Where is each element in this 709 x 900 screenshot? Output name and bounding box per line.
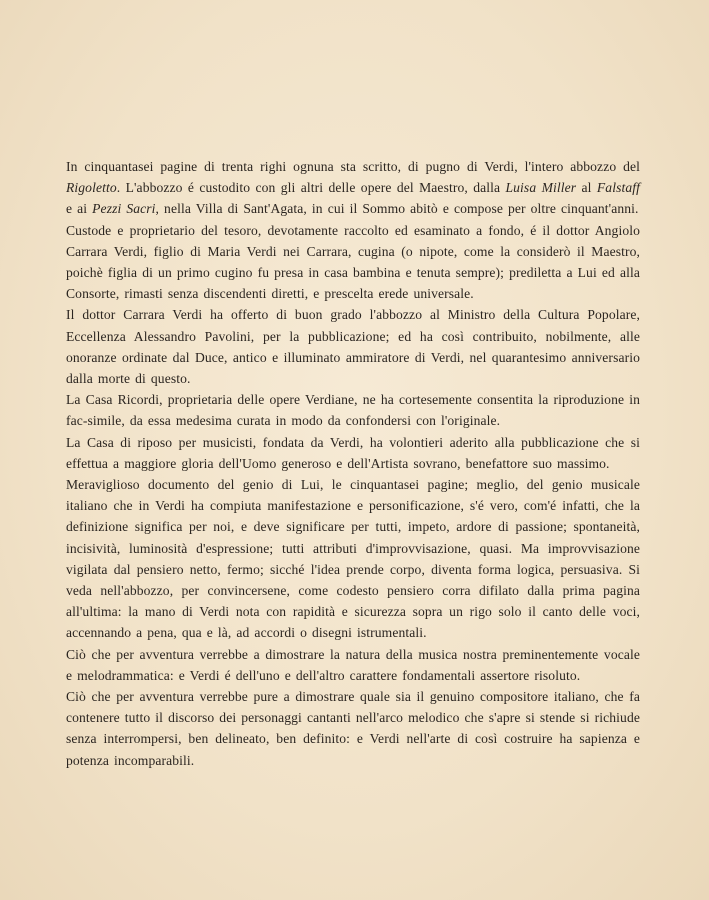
paragraph-casa-ricordi — [66, 389, 640, 431]
text-run: Ciò che per avventura verrebbe pure a dimostrare quale sia il genuino compositore italiano, che fa contenere tutto il discorso dei personaggi cantanti nell'arco melodico che s'apre si stende si richiude senza interrompersi, ben delineato, ben definito: e Verdi nell'arte di così costruire ha sapienza e potenza incomparabili. — [66, 689, 640, 768]
document-body — [66, 156, 640, 771]
work-title-falstaff: Falstaff — [596, 180, 640, 196]
paragraph-rigoletto-abbozzo — [66, 156, 640, 220]
text-run: In cinquantasei pagine di trenta righi ognuna sta scritto, di pugno di Verdi, l'intero abbozzo del — [66, 159, 640, 174]
text-run: , nella Villa di Sant'Agata, in cui il Sommo abitò e compose per oltre cinquant'anni. — [155, 201, 639, 217]
text-run: La Casa di riposo per musicisti, fondata da Verdi, ha volontieri aderito alla pubblicazione che si effettua a maggiore gloria dell'Uomo generoso e dell'Artista sovrano, benefattore suo massimo. — [66, 434, 640, 471]
work-title-pezzi-sacri: Pezzi Sacri — [92, 201, 156, 217]
paragraph-natura-musica — [66, 644, 640, 686]
paragraph-meraviglioso-documento — [66, 474, 640, 644]
text-run: e ai — [66, 201, 93, 217]
work-title-rigoletto: Rigoletto — [66, 180, 117, 196]
text-run: Il dottor Carrara Verdi ha offerto di buon grado l'abbozzo al Ministro della Cultura Popolare, Eccellenza Alessandro Pavolini, per la pubblicazione; ed ha così contribuito, nobilmente, alle onoranze ordinate dal Duce, antico e illuminato ammiratore di Verdi, nel quarantesimo anniversario dalla morte di questo. — [66, 307, 640, 387]
text-run: Meraviglioso documento del genio di Lui, le cinquantasei pagine; meglio, del genio musicale italiano che in Verdi ha compiuta manifestazione e personificazione, s'é vero, com'é infatti, che la definizione significa per noi, e deve significare per tutti, impeto, ardore di passione; spontaneità, incisività, luminosità d'espressione; tutti attributi d'improvvisazione, quasi. Ma improvvisazione vigilata dal pensiero netto, fermo; sicché l'idea prende corpo, diventa forma logica, persuasiva. Si veda nell'abbozzo, per convincersene, come codesto pensiero corra difilato dalla prima pagina all'ultima: la mano di Verdi nota con rapidità e sicurezza sopra un rigo solo il canto delle voci, accennando a pena, qua e là, ad accordi o disegni istrumentali. — [66, 477, 640, 641]
text-run: Custode e proprietario del tesoro, devotamente raccolto ed esaminato a fondo, é il dottor Angiolo Carrara Verdi, figlio di Maria Verdi nei Carrara, cugina (o nipote, come la considerò il Maestro, poichè figlia di un primo cugino fu presa in casa bambina e tenuta sempre); prediletta a Lui ed alla Consorte, rimasti senza discendenti diretti, e prescelta erede universale. — [66, 222, 640, 302]
text-run: Ciò che per avventura verrebbe a dimostrare la natura della musica nostra preminentemente vocale e melodrammatica: e Verdi é dell'uno e dell'altro carattere fondamentali assertore risoluto. — [66, 646, 640, 683]
text-run: al — [576, 180, 597, 196]
paragraph-casa-di-riposo — [66, 432, 640, 474]
paragraph-custode — [66, 220, 640, 305]
paragraph-genuino-compositore — [66, 686, 640, 771]
text-run: . L'abbozzo é custodito con gli altri delle opere del Maestro, dalla — [116, 180, 506, 196]
paragraph-dottor-carrara — [66, 304, 640, 389]
work-title-luisa-miller: Luisa Miller — [505, 180, 577, 196]
text-run: La Casa Ricordi, proprietaria delle opere Verdiane, ne ha cortesemente consentita la riproduzione in fac-simile, da essa medesima curata in modo da confondersi con l'originale. — [66, 392, 640, 429]
